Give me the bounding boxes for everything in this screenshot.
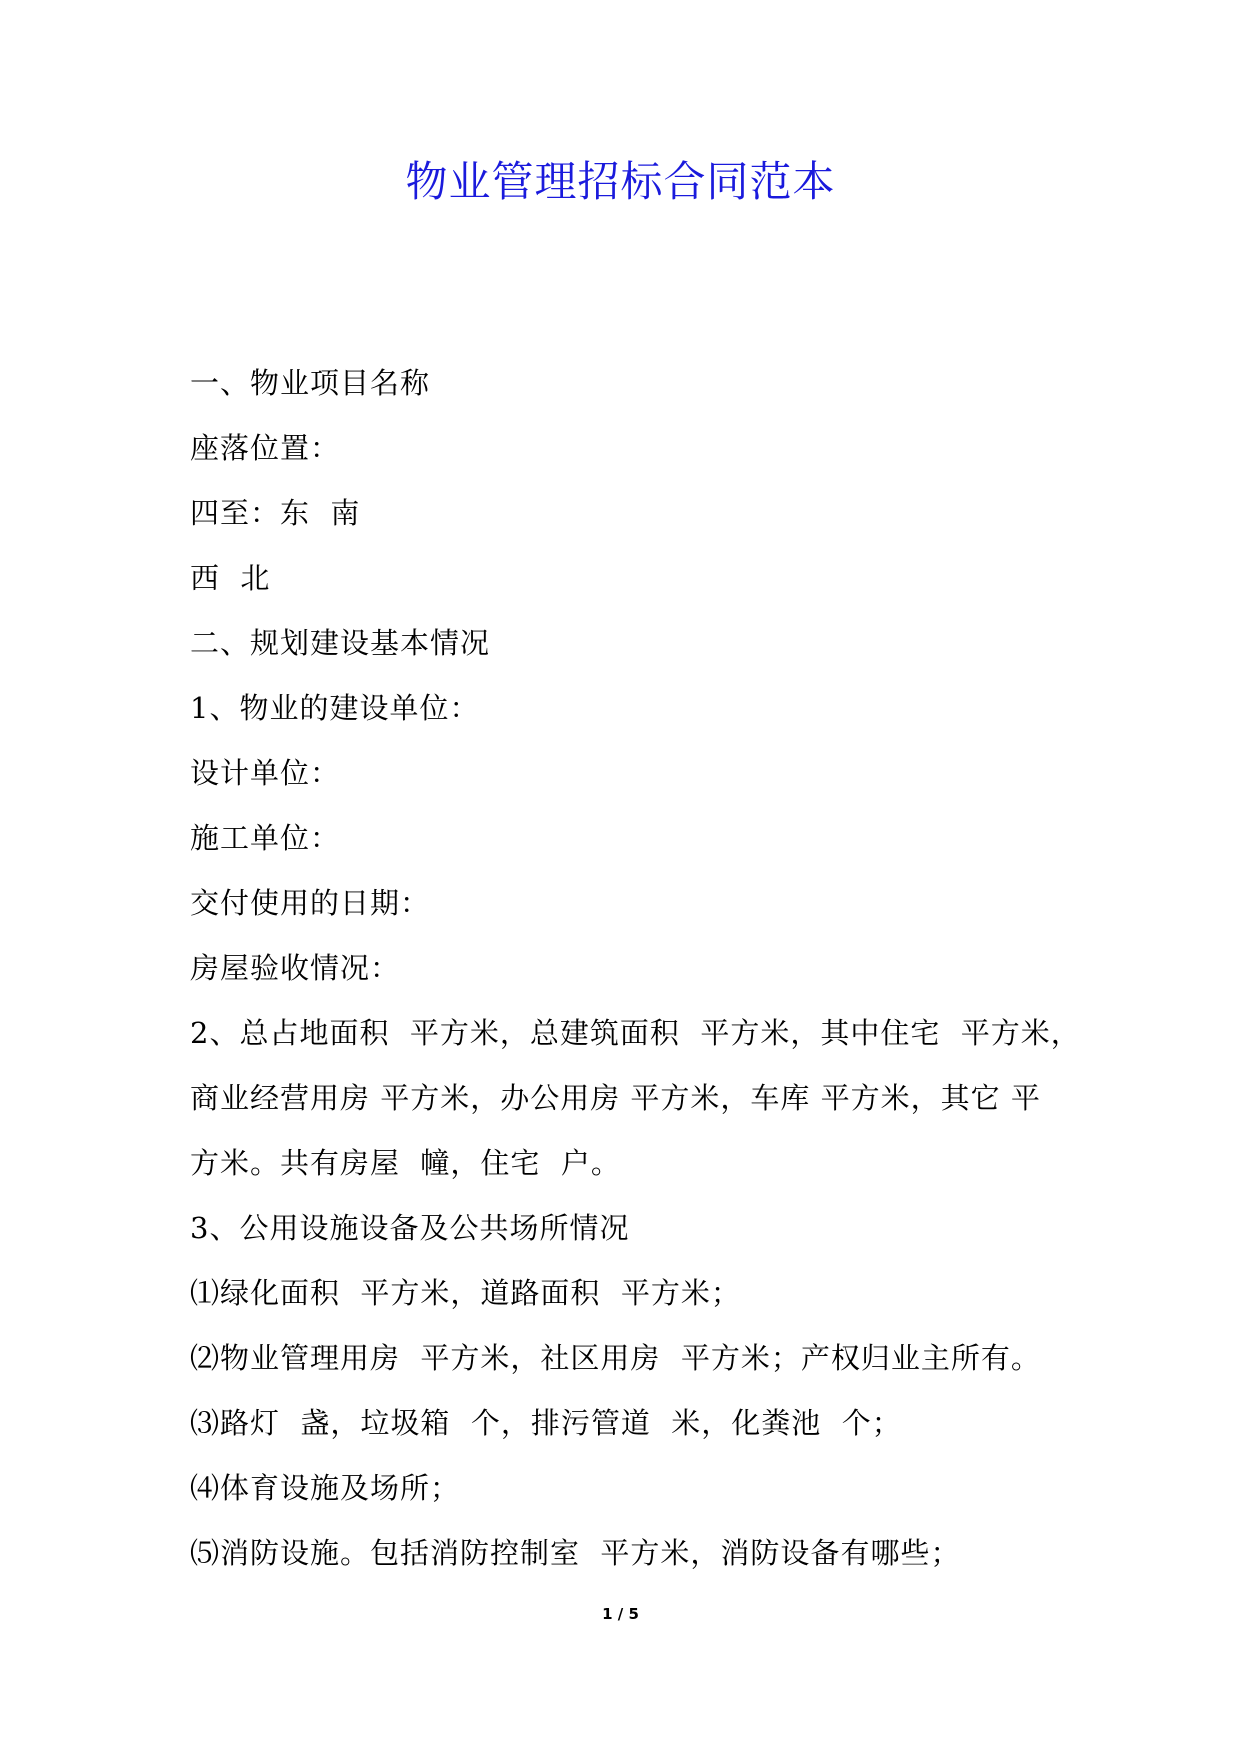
- paragraph-line: 交付使用的日期：: [190, 886, 431, 920]
- document-title: 物业管理招标合同范本: [405, 157, 836, 206]
- paragraph-line: 四至：东 南: [190, 496, 361, 530]
- paragraph-line: 方米。共有房屋 幢，住宅 户。: [190, 1146, 621, 1180]
- paragraph-line: 房屋验收情况：: [190, 951, 401, 985]
- paragraph-line: 商业经营用房 平方米，办公用房 平方米，车库 平方米，其它 平: [190, 1081, 1041, 1115]
- paragraph-line: 座落位置：: [190, 431, 341, 465]
- paragraph-line: 西 北: [190, 561, 271, 595]
- paragraph-line: ⑴绿化面积 平方米，道路面积 平方米；: [190, 1276, 741, 1310]
- paragraph-line: 设计单位：: [190, 756, 341, 790]
- paragraph-line: 施工单位：: [190, 821, 341, 855]
- paragraph-line: 一、物业项目名称: [190, 366, 431, 400]
- paragraph-line: 2、总占地面积 平方米，总建筑面积 平方米，其中住宅 平方米，: [190, 1016, 1081, 1050]
- paragraph-line: ⑵物业管理用房 平方米，社区用房 平方米；产权归业主所有。: [190, 1341, 1041, 1375]
- page-number: 1 / 5: [602, 1605, 639, 1623]
- paragraph-line: ⑸消防设施。包括消防控制室 平方米，消防设备有哪些；: [190, 1536, 961, 1570]
- paragraph-line: 二、规划建设基本情况: [190, 626, 491, 660]
- paragraph-line: ⑶路灯 盏，垃圾箱 个，排污管道 米，化粪池 个；: [190, 1406, 902, 1440]
- paragraph-line: ⑷体育设施及场所；: [190, 1471, 461, 1505]
- document-body: [190, 351, 1081, 1586]
- paragraph-line: 3、公用设施设备及公共场所情况: [190, 1211, 630, 1245]
- paragraph-line: 1、物业的建设单位：: [190, 691, 480, 725]
